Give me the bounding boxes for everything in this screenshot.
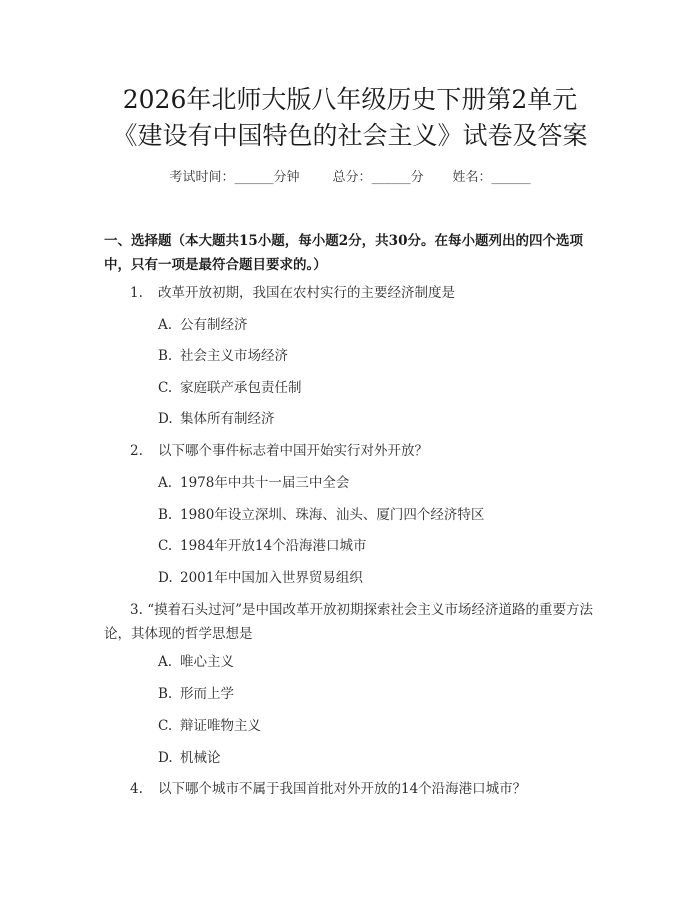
question-2-option-c (158, 536, 367, 556)
option-letter: A. (158, 475, 173, 491)
question-3-option-b (158, 684, 234, 704)
question-3 (104, 598, 604, 646)
option-letter: D. (158, 570, 173, 586)
total-score-blank: ______ (371, 170, 411, 185)
option-letter: A. (158, 317, 173, 333)
option-text: 机械论 (180, 750, 221, 766)
option-letter: C. (158, 538, 173, 554)
option-text: 唯心主义 (180, 654, 234, 670)
option-text: 1978年中共十一届三中全会 (180, 475, 350, 491)
option-text: 1980年设立深圳、珠海、汕头、厦门四个经济特区 (180, 507, 485, 523)
student-name-blank: ______ (491, 170, 531, 185)
question-text: 改革开放初期，我国在农村实行的主要经济制度是 (158, 285, 455, 301)
exam-time-unit: 分钟 (273, 170, 300, 185)
option-letter: B. (158, 507, 173, 523)
question-text: “摸着石头过河”是中国改革开放初期探索社会主义市场经济道路的重要方法论，其体现的哲学思想是 (104, 602, 593, 642)
question-2-option-a (158, 473, 349, 493)
student-name-label: 姓名： (452, 170, 492, 185)
option-letter: D. (158, 750, 173, 766)
option-text: 辩证唯物主义 (180, 718, 261, 734)
total-score-label: 总分： (332, 170, 372, 185)
question-number: 4. (130, 781, 143, 797)
option-letter: B. (158, 686, 173, 702)
option-letter: B. (158, 348, 173, 364)
option-text: 集体所有制经济 (180, 411, 275, 427)
question-number: 1. (130, 285, 143, 301)
option-letter: C. (158, 380, 173, 396)
question-number: 2. (130, 443, 143, 459)
exam-time-blank: ______ (234, 170, 274, 185)
option-letter: A. (158, 654, 173, 670)
question-3-option-d (158, 748, 221, 768)
total-score-unit: 分 (410, 170, 424, 185)
question-number: 3. (130, 602, 143, 618)
option-text: 家庭联产承包责任制 (180, 380, 302, 396)
question-1-option-c (158, 378, 302, 398)
option-letter: C. (158, 718, 173, 734)
option-text: 1984年开放14个沿海港口城市 (180, 538, 367, 554)
option-text: 社会主义市场经济 (180, 348, 288, 364)
question-text: 以下哪个城市不属于我国首批对外开放的14个沿海港口城市？ (158, 781, 527, 797)
question-2-option-b (158, 505, 484, 525)
document-title-line-2: 《建设有中国特色的社会主义》试卷及答案 (112, 121, 588, 150)
question-1-option-b (158, 346, 288, 366)
question-1-option-a (158, 315, 248, 335)
section-heading-multiple-choice: 一、选择题（本大题共15小题，每小题2分，共30分。在每小题列出的四个选项中，只有一项是最符合题目要求的。） (104, 233, 583, 273)
option-text: 公有制经济 (180, 317, 248, 333)
option-letter: D. (158, 411, 173, 427)
option-text: 2001年中国加入世界贸易组织 (180, 570, 363, 586)
exam-time-label: 考试时间： (169, 170, 235, 185)
question-3-option-c (158, 716, 261, 736)
question-3-option-a (158, 652, 234, 672)
option-text: 形而上学 (180, 686, 234, 702)
question-text: 以下哪个事件标志着中国开始实行对外开放？ (158, 443, 428, 459)
exam-info-line (0, 168, 700, 188)
question-2-option-d (158, 568, 363, 588)
question-1-option-d (158, 409, 275, 429)
document-title-line-1: 2026年北师大版八年级历史下册第2单元 (122, 85, 578, 114)
